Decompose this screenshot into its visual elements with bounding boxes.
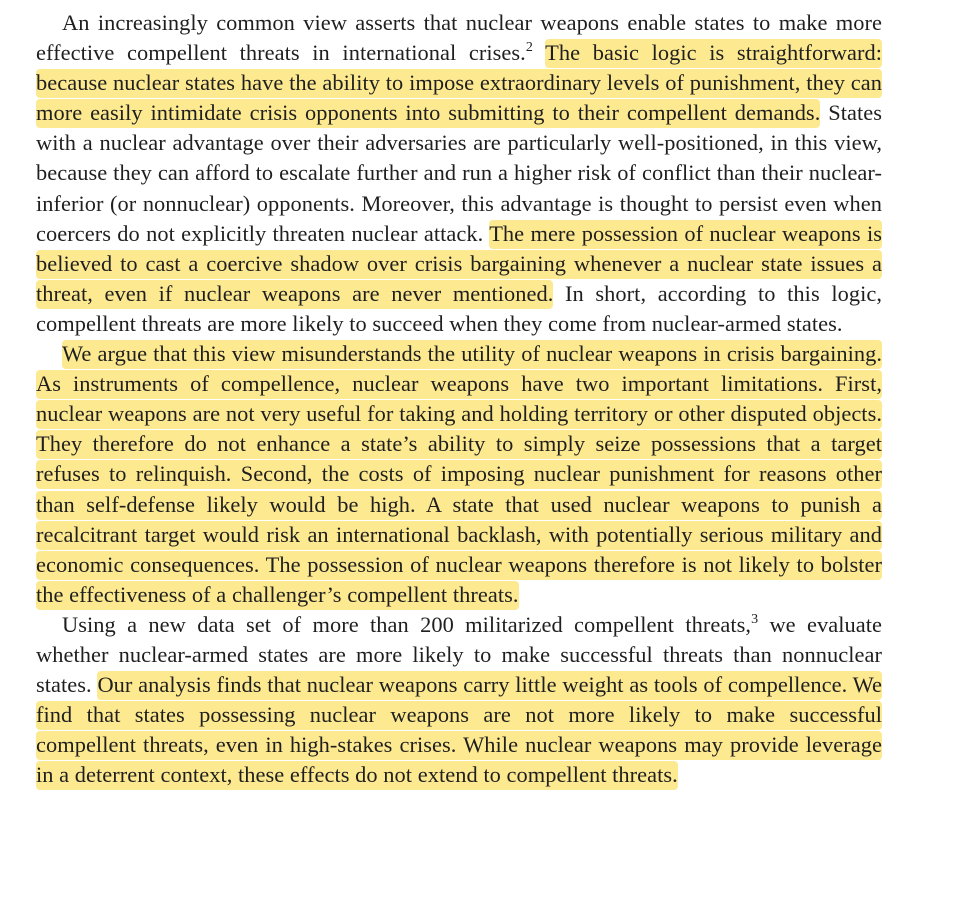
- highlighted-text: We argue that this view misunderstands the utility of nuclear weapons in crisis bargaining. As instruments of compellence, nuclear weapons have two important limitations. First, nuclear weapons are not very useful for taking and holding territory or other disputed objects. They therefore do not enhance a state’s ability to simply seize possessions that a target refuses to relinquish. Second, the costs of imposing nuclear punishment for reasons other than self-defense likely would be high. A state that used nuclear weapons to punish a recalcitrant target would risk an international backlash, with potentially serious military and economic consequences. The possession of nuclear weapons therefore is not likely to bolster the effectiveness of a challenger’s compellent threats.: [36, 340, 882, 610]
- text-segment: Using a new data set of more than 200 militarized compellent threats,: [62, 611, 752, 637]
- text-segment: States with a nuclear advantage over their adversaries are particularly well-positioned, in this view, because they can afford to escalate further and run a higher risk of conflict than their nuclear-inferior (or nonnuclear) opponents. Moreover, this advantage is thought to persist even when coercers do not explicitly threaten nuclear attack.: [36, 100, 883, 246]
- highlighted-text: The basic logic is straightforward: because nuclear states have the ability to impose extraordinary levels of punishment, they can more easily intimidate crisis opponents into submitting to their compellent demands.: [36, 39, 882, 128]
- text-segment: An increasingly common view asserts that nuclear weapons enable states to make more effective compellent threats in international crises.: [36, 10, 882, 66]
- document-page: [36, 8, 882, 790]
- paragraph-3: [36, 610, 882, 791]
- paragraph-1: [36, 8, 882, 339]
- highlighted-text: Our analysis finds that nuclear weapons carry little weight as tools of compellence. We find that states possessing nuclear weapons are not more likely to make successful compellent threats, even in high-stakes crises. While nuclear weapons may provide leverage in a deterrent context, these effects do not extend to compellent threats.: [36, 671, 882, 790]
- text-segment: we evaluate whether nuclear-armed states are more likely to make successful threats than nonnuclear states.: [36, 611, 882, 698]
- paragraph-2: [36, 339, 882, 610]
- text-segment: In short, according to this logic, compellent threats are more likely to succeed when they come from nuclear-armed states.: [36, 280, 882, 336]
- footnote-marker[interactable]: 2: [525, 40, 533, 56]
- highlighted-text: The mere possession of nuclear weapons is believed to cast a coercive shadow over crisis bargaining whenever a nuclear state issues a threat, even if nuclear weapons are never mentioned.: [36, 220, 882, 309]
- text-segment: [533, 40, 545, 65]
- footnote-marker[interactable]: 3: [751, 611, 759, 627]
